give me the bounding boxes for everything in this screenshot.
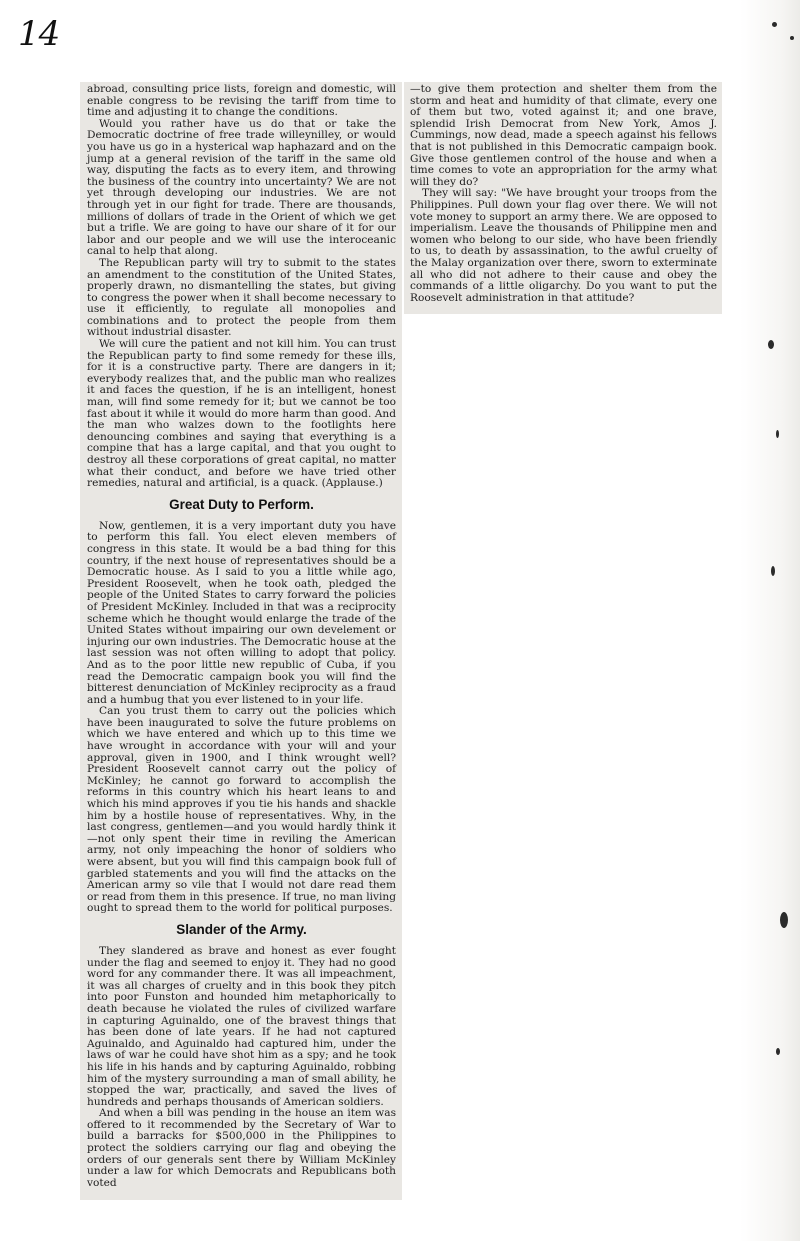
scan-speck — [772, 22, 777, 27]
scan-speck — [771, 566, 775, 576]
paragraph: —to give them protection and shelter them from the storm and heat and humidity of that climate, every one of them but two, voted against it; and one brave, splendid Irish Democrat from New York, Amos J. Cummings, now dead, made a speech against his fellows that is not published in this Democratic campaign book. Give those gentlemen control of the house and when a time comes to vote an appropriation for the army what will they do? — [410, 83, 717, 188]
section-heading: Great Duty to Perform. — [169, 496, 314, 512]
paragraph: Now, gentlemen, it is a very important duty you have to perform this fall. You elect eleven members of congress in this state. It would be a bad thing for this country, if the next house of representatives should be a Democratic house. As I said to you a little while ago, President Roosevelt, when he took oath, pledged the people of the United States to carry forward the policies of President McKinley. Included in that was a reciprocity scheme which he thought would enlarge the trade of the United States without impairing our own develement or injuring our own industries. The Democratic house at the last session was not often willing to adopt that policy. And as to the poor little new republic of Cuba, if you read the Democratic campaign book you will find the bitterest denunciation of McKinley reciprocity as a fraud and a humbug that you ever listened to in your life. — [87, 519, 396, 706]
scan-speck — [790, 36, 794, 40]
paragraph: The Republican party will try to submit to the states an amendment to the constitution of the United States, properly drawn, no dismantelling the states, but giving to congress the power when it shall become necessary to use it efficiently, to regulate all monopolies and combinations and to protect the people from them without industrial disaster. — [87, 256, 396, 339]
paragraph: Can you trust them to carry out the policies which have been inaugurated to solve the future problems on which we have entered and which up to this time we have wrought in accordance with your will and your approval, given in 1900, and I think wrought well? President Roosevelt cannot carry out the policy of McKinley; he cannot go forward to accomplish the reforms in this country which his heart leans to and which his mind approves if you tie his hands and shackle him by a hostile house of representatives. Why, in the last congress, gentlemen—and you would hardly think it—not only spent their time in reviling the American army, not only impeaching the honor of soldiers who were absent, but you will find this campaign book full of garbled statements and you will find the attacks on the American army so vile that I would not dare read them or read from them in this presence. If true, no man living ought to spread them to the world for political purposes. — [87, 705, 396, 915]
scan-speck — [780, 912, 788, 928]
scan-speck — [768, 340, 774, 349]
clipping-left-column — [80, 82, 402, 1200]
page-number: 14 — [18, 14, 60, 54]
paragraph: They will say: "We have brought your troops from the Philippines. Pull down your flag over there. We will not vote money to support an army there. We are opposed to imperialism. Leave the thousands of Philippine men and women who belong to our side, who have been friendly to us, to death by assassination, to the awful cruelty of the Malay organization over there, sworn to exterminate all who did not adhere to their cause and obey the commands of a little oligarchy. Do you want to put the Roosevelt administration in that attitude? — [410, 187, 717, 304]
paragraph: Would you rather have us do that or take the Democratic doctrine of free trade willeynilley, or would you have us go in a hysterical wap haphazard and on the jump at a general revision of the tariff in the same old way, disputing the facts as to every item, and throwing the business of the country into uncertainty? We are not yet through developing our industries. We are not through yet in our fight for trade. There are thousands, millions of dollars of trade in the Orient of which we get but a trifle. We are going to have our share of it for our labor and our people and we will use the interoceanic canal to help that along. — [87, 117, 396, 258]
section-heading: Slander of the Army. — [176, 921, 307, 937]
paragraph: We will cure the patient and not kill him. You can trust the Republican party to find some remedy for these ills, for it is a constructive party. There are dangers in it; everybody realizes that, and the public man who realizes it and faces the question, if he is an intelligent, honest man, will find some remedy for it; but we cannot be too fast about it while it would do more harm than good. And the man who walzes down to the footlights here denouncing combines and saying that everything is a compine that has a large capital, and that you ought to destroy all these corporations of great capital, no matter what their conduct, and before we have tried other remedies, natural and artificial, is a quack. (Applause.) — [87, 338, 396, 490]
page-edge-shadow — [740, 0, 800, 1241]
paragraph: And when a bill was pending in the house an item was offered to it recommended by the Secretary of War to build a barracks for $500,000 in the Philippines to protect the soldiers carrying our flag and obeying the orders of our generals sent there by William McKinley under a law for which Democrats and Republicans both voted — [87, 1107, 396, 1189]
paragraph: abroad, consulting price lists, foreign and domestic, will enable congress to be revising the tariff from time to time and adjusting it to change the conditions. — [87, 83, 396, 119]
scan-speck — [776, 1048, 780, 1055]
paragraph: They slandered as brave and honest as ever fought under the flag and seemed to enjoy it. They had no good word for any commander there. It was all impeachment, it was all charges of cruelty and in this book they pitch into poor Funston and hounded him metaphorically to death because he violated the rules of civilized warfare in capturing Aguinaldo, one of the bravest things that has been done of late years. If he had not captured Aguinaldo, and Aguinaldo had captured him, under the laws of war he could have shot him as a spy; and he took his life in his hands and by capturing Aguinaldo, robbing him of the mystery surrounding a man of small ability, he stopped the war, practically, and saved the lives of hundreds and perhaps thousands of American soldiers. — [87, 944, 396, 1108]
scan-speck — [776, 430, 779, 438]
clipping-right-column — [404, 82, 722, 314]
